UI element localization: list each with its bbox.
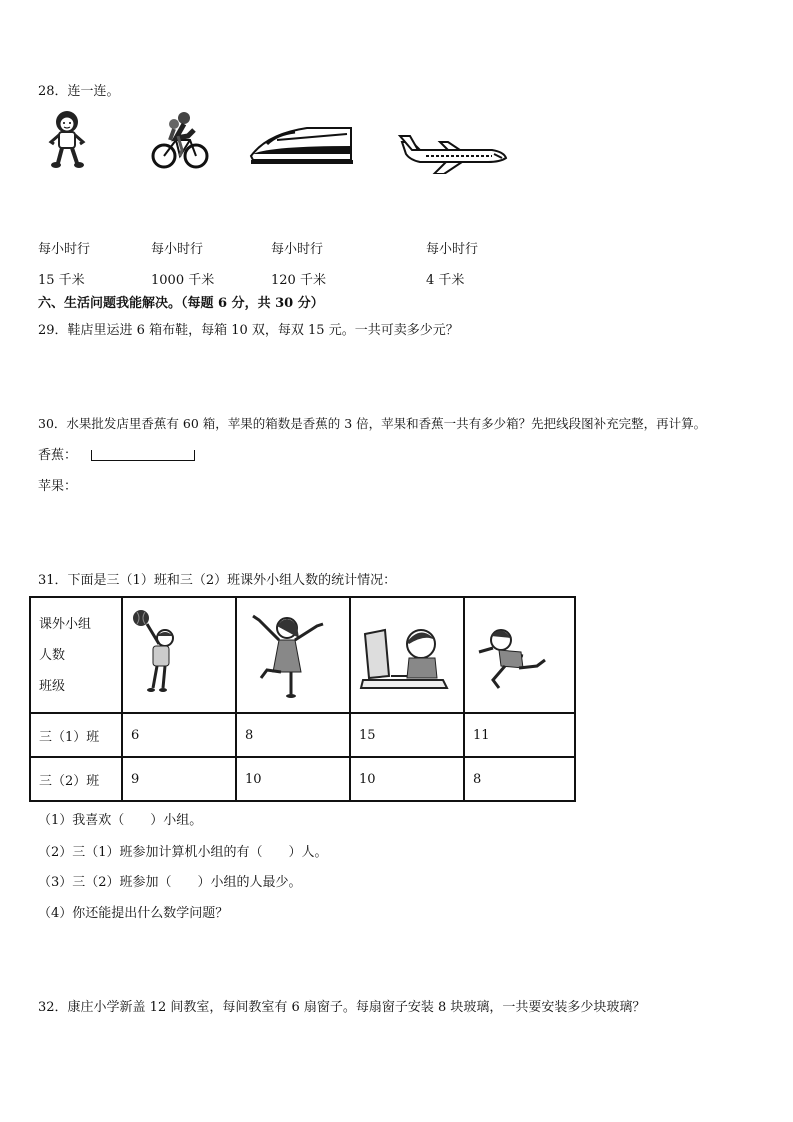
table-header-row (30, 597, 575, 713)
cyclist-icon (150, 110, 210, 172)
stats-table (29, 596, 576, 802)
cell-value: 6 (122, 713, 236, 757)
header-class: 班级 (39, 678, 66, 694)
row-class: 三（1）班 (30, 713, 122, 757)
row-class: 三（2）班 (30, 757, 122, 801)
cell-value: 8 (236, 713, 350, 757)
q31-text: 31．下面是三（1）班和三（2）班课外小组人数的统计情况： (38, 573, 397, 588)
speed-label-3: 每小时行 (271, 242, 324, 257)
q30-text: 30．水果批发店里香蕉有 60 箱，苹果的箱数是香蕉的 3 倍，苹果和香蕉一共有多少箱？先把线段图补充完整，再计算。 (38, 416, 707, 431)
q29-text: 29．鞋店里运进 6 箱布鞋，每箱 10 双，每双 15 元。一共可卖多少元？ (38, 323, 459, 338)
speed-value-1: 15 千米 (38, 273, 85, 288)
cell-value: 9 (122, 757, 236, 801)
table-corner-header (30, 597, 122, 713)
speed-label-4: 每小时行 (426, 242, 479, 257)
banana-label: 香蕉： (38, 448, 78, 463)
header-count: 人数 (39, 647, 66, 663)
basketball-icon (123, 598, 233, 708)
q31-sub-2: （2）三（1）班参加计算机小组的有（ ）人。 (38, 845, 328, 860)
section-title: 六、生活问题我能解决。（每题 6 分，共 30 分） (38, 296, 324, 311)
banana-segment (91, 450, 195, 461)
q28-title: 28．连一连。 (38, 84, 120, 99)
running-icon (465, 598, 573, 708)
cell-value: 8 (464, 757, 575, 801)
table-row (30, 713, 575, 757)
speed-value-3: 120 千米 (271, 273, 326, 288)
cell-value: 15 (350, 713, 464, 757)
speed-value-2: 1000 千米 (151, 273, 215, 288)
q31-sub-1: （1）我喜欢（ ）小组。 (38, 813, 203, 828)
apple-label: 苹果： (38, 479, 78, 494)
speed-value-4: 4 千米 (426, 273, 465, 288)
group-computer (350, 597, 464, 713)
group-running (464, 597, 575, 713)
cell-value: 10 (236, 757, 350, 801)
q31-sub-3: （3）三（2）班参加（ ）小组的人最少。 (38, 875, 302, 890)
cell-value: 10 (350, 757, 464, 801)
group-dance (236, 597, 350, 713)
group-basketball (122, 597, 236, 713)
table-row (30, 757, 575, 801)
header-group: 课外小组 (39, 616, 92, 632)
computer-icon (351, 598, 461, 708)
dance-icon (237, 598, 347, 708)
speed-label-2: 每小时行 (151, 242, 204, 257)
train-icon (247, 120, 359, 168)
q31-sub-4: （4）你还能提出什么数学问题？ (38, 906, 229, 921)
airplane-icon (396, 130, 508, 174)
speed-label-1: 每小时行 (38, 242, 91, 257)
q32-text: 32．康庄小学新盖 12 间教室，每间教室有 6 扇窗子。每扇窗子安装 8 块玻璃，一共要安装多少块玻璃？ (38, 1000, 646, 1015)
walking-child-icon (44, 108, 90, 170)
cell-value: 11 (464, 713, 575, 757)
